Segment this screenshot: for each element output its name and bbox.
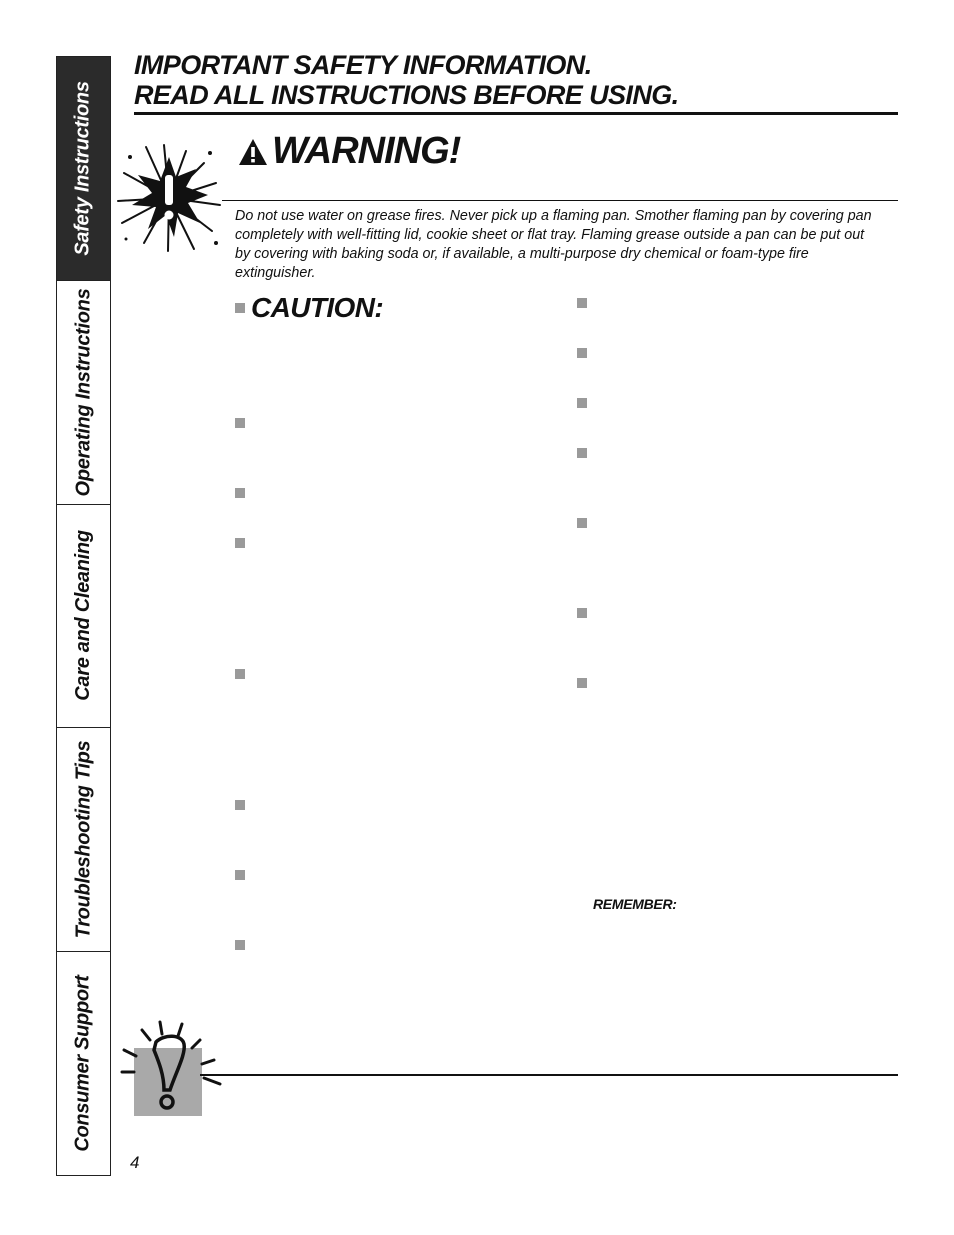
side-tab-operating-instructions[interactable] (57, 281, 110, 505)
warning-title: WARNING! (272, 130, 461, 172)
bullet-square-icon (235, 418, 245, 428)
side-tab-safety-instructions[interactable] (57, 57, 110, 281)
page-heading (134, 50, 898, 115)
bullet-square-icon (235, 800, 245, 810)
side-tab-care-and-cleaning[interactable] (57, 505, 110, 729)
bullet-square-icon (235, 303, 245, 313)
side-tab-label: Consumer Support (72, 975, 95, 1152)
bullet-square-icon (235, 538, 245, 548)
note-divider (200, 1074, 898, 1076)
side-tab-label: Operating Instructions (72, 288, 94, 497)
side-tab-label: Care and Cleaning (72, 530, 94, 702)
bullet-square-icon (235, 870, 245, 880)
bullet-square-icon (577, 448, 587, 458)
side-tab-label: Troubleshooting Tips (72, 740, 95, 939)
warning-text: Do not use water on grease fires. Never pick up a flaming pan. Smother flaming pan by covering pan completely with well-fitting lid, cookie sheet or flat tray. Flaming grease outside a pan can be put out by covering with baking soda or, if available, a multi-purpose dry chemical or foam-type fire extinguisher. (235, 208, 872, 281)
side-tab-label: Safety Instructions (72, 81, 94, 256)
warning-divider (222, 200, 898, 201)
bullet-square-icon (577, 398, 587, 408)
warning-heading (238, 130, 460, 173)
side-tab-consumer-support[interactable] (57, 952, 110, 1175)
bullet-square-icon (577, 608, 587, 618)
page-number: 4 (130, 1153, 140, 1172)
heading-line-2: READ ALL INSTRUCTIONS BEFORE USING. (134, 80, 679, 110)
bullet-square-icon (235, 488, 245, 498)
side-tab-troubleshooting-tips[interactable] (57, 728, 110, 952)
caution-label: CAUTION: (251, 292, 384, 323)
bullet-square-icon (577, 678, 587, 688)
warning-triangle-icon (238, 138, 268, 166)
bullet-square-icon (577, 348, 587, 358)
side-tab-strip (56, 56, 111, 1176)
bullet-square-icon (235, 940, 245, 950)
caution-heading (235, 292, 383, 324)
bullet-square-icon (235, 669, 245, 679)
remember-label: REMEMBER: (593, 896, 677, 912)
bullet-square-icon (577, 298, 587, 308)
heading-line-1: IMPORTANT SAFETY INFORMATION. (134, 50, 592, 80)
exclamation-burst-icon (116, 143, 222, 253)
exclamation-note-icon (120, 1020, 224, 1116)
bullet-square-icon (577, 518, 587, 528)
